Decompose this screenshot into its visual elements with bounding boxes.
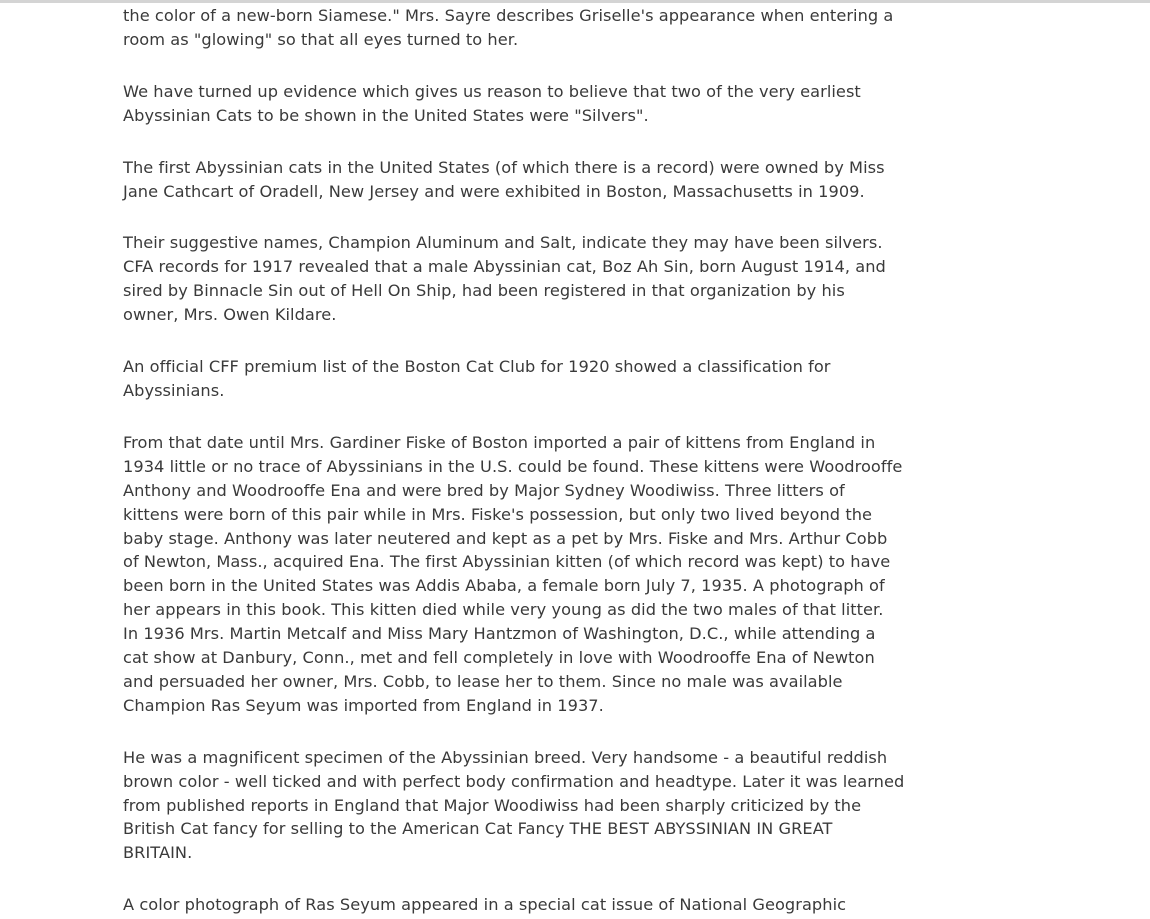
paragraph-national-geographic: A color photograph of Ras Seyum appeared in a special cat issue of National Geographic (123, 895, 847, 915)
paragraph-griselle: the color of a new-born Siamese." Mrs. Sayre describes Griselle's appearance when entering a room as "glowing" so that all eyes turned to her. (123, 6, 894, 49)
paragraph-silvers-evidence: We have turned up evidence which gives us reason to believe that two of the very earliest Abyssinian Cats to be shown in the United States were "Silvers". (123, 81, 861, 125)
paragraph-first-abyssinians: The first Abyssinian cats in the United States (of which there is a record) were owned by Miss Jane Cathcart of Oradell, New Jersey and were exhibited in Boston, Massachusetts in 1909. (123, 157, 885, 201)
top-divider (0, 0, 1150, 3)
paragraph-cff-premium-list: An official CFF premium list of the Boston Cat Club for 1920 showed a classification for Abyssinians. (123, 357, 831, 400)
paragraph-ras-seyum: He was a magnificent specimen of the Abyssinian breed. Very handsome - a beautiful reddish brown color - well ticked and with perfect body confirmation and headtype. Later it was learned from published reports in England that Major Woodiwiss had been sharply criticized by the British Cat fancy for selling to the American Cat Fancy THE BEST ABYSSINIAN IN GREAT BRITAIN. (123, 747, 905, 863)
paragraph-suggestive-names: Their suggestive names, Champion Aluminum and Salt, indicate they may have been silvers. CFA records for 1917 revealed that a male Abyssinian cat, Boz Ah Sin, born August 1914, and sired by Binnacle Sin out of Hell On Ship, had been registered in that organization by his owner, Mrs. Owen Kildare. (123, 233, 886, 325)
paragraph-fiske-import: From that date until Mrs. Gardiner Fiske of Boston imported a pair of kittens from England in 1934 little or no trace of Abyssinians in the U.S. could be found. These kittens were Woodrooffe Anthony and Woodrooffe Ena and were bred by Major Sydney Woodiwiss. Three litters of kittens were born of this pair while in Mrs. Fiske's possession, but only two lived beyond the baby stage. Anthony was later neutered and kept as a pet by Mrs. Fiske and Mrs. Arthur Cobb of Newton, Mass., acquired Ena. The first Abyssinian kitten (of which record was kept) to have been born in the United States was Addis Ababa, a female born July 7, 1935. A photograph of her appears in this book. This kitten died while very young as did the two males of that litter. In 1936 Mrs. Martin Metcalf and Miss Mary Hantzmon of Washington, D.C., while attending a cat show at Danbury, Conn., met and fell completely in love with Woodrooffe Ena of Newton and persuaded her owner, Mrs. Cobb, to lease her to them. Since no male was available Champion Ras Seyum was imported from England in 1937. (123, 432, 903, 715)
article-body (123, 4, 945, 919)
